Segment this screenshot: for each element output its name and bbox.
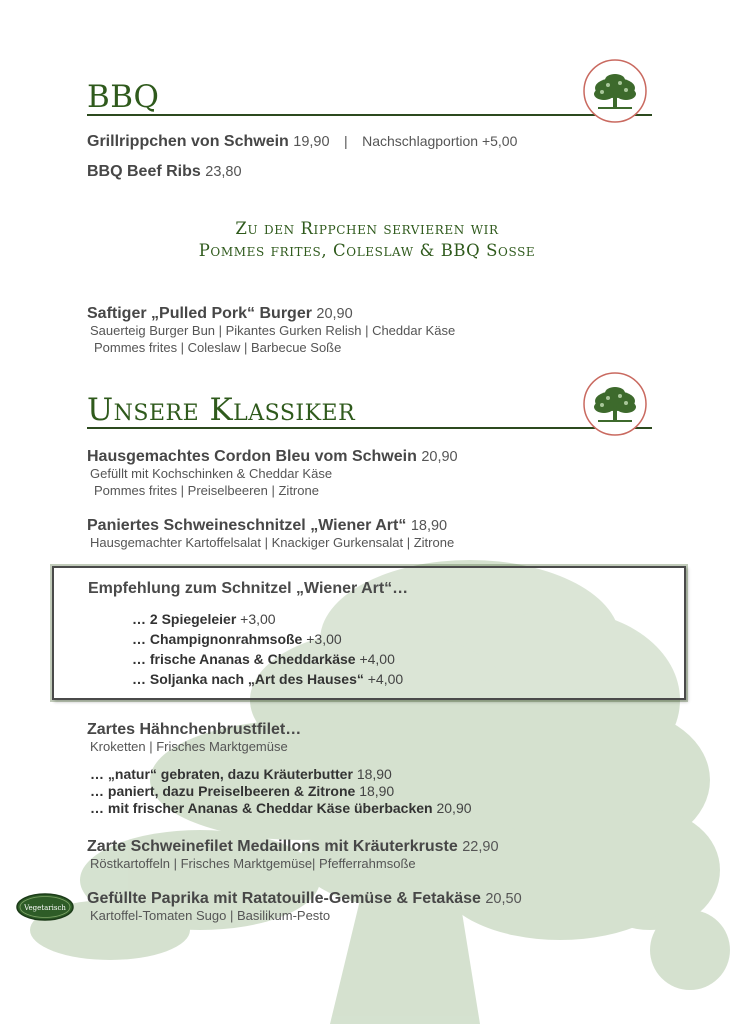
- item-price: 19,90: [293, 134, 330, 150]
- item-price: 23,80: [205, 164, 242, 180]
- recommendation-line: … Soljanka nach „Art des Hauses“ +4,00: [132, 671, 404, 687]
- item-name: Zartes Hähnchenbrustfilet…: [87, 721, 302, 738]
- item-description: Kartoffel-Tomaten Sugo | Basilikum-Pesto: [90, 908, 331, 923]
- klassiker-section-header: [87, 393, 652, 429]
- item-note: Nachschlagportion +5,00: [362, 133, 518, 149]
- item-name: Grillrippchen von Schwein: [87, 133, 289, 150]
- tree-logo-icon: [582, 371, 648, 437]
- recommendation-line: … Champignonrahmsoße +3,00: [132, 631, 342, 647]
- menu-item-medaillons: [87, 838, 499, 873]
- item-name: Paniertes Schweineschnitzel „Wiener Art“: [87, 517, 407, 534]
- recommendation-title: Empfehlung zum Schnitzel „Wiener Art“…: [88, 580, 409, 597]
- item-description: Röstkartoffeln | Frisches Marktgemüse| Pfefferrahmsoße: [90, 856, 416, 871]
- tree-logo-icon: [582, 58, 648, 124]
- item-name: Hausgemachtes Cordon Bleu vom Schwein: [87, 448, 417, 465]
- item-description: Pommes frites | Coleslaw | Barbecue Soße: [94, 339, 342, 355]
- item-price: 22,90: [462, 839, 499, 855]
- menu-item-paprika: [87, 890, 522, 925]
- menu-item-beef-ribs: [87, 163, 242, 181]
- recommendation-list: [132, 609, 403, 689]
- chicken-option: … paniert, dazu Preiselbeeren & Zitrone 18,90: [90, 783, 395, 799]
- item-description: Kroketten | Frisches Marktgemüse: [90, 739, 288, 754]
- bbq-section-title: BBQ: [87, 79, 160, 115]
- menu-item-grillrippchen: [87, 133, 517, 151]
- separator: |: [344, 133, 348, 149]
- recommendation-line: … 2 Spiegeleier +3,00: [132, 611, 276, 627]
- serving-note-line-2: Pommes frites, Coleslaw & BBQ Sosse: [198, 241, 536, 260]
- serving-note-line-1: Zu den Rippchen servieren wir: [235, 219, 499, 238]
- item-name: Zarte Schweinefilet Medaillons mit Kräuterkruste: [87, 838, 458, 855]
- item-description: Sauerteig Burger Bun | Pikantes Gurken Relish | Cheddar Käse: [90, 323, 456, 338]
- menu-item-pulled-pork-burger: [87, 305, 455, 356]
- recommendation-line: … frische Ananas & Cheddarkäse +4,00: [132, 651, 395, 667]
- item-description: Gefüllt mit Kochschinken & Cheddar Käse: [90, 466, 333, 481]
- item-description: Hausgemachter Kartoffelsalat | Knackiger Gurkensalat | Zitrone: [90, 535, 455, 550]
- item-price: 18,90: [410, 518, 448, 534]
- chicken-option: … mit frischer Ananas & Cheddar Käse überbacken 20,90: [90, 800, 472, 816]
- item-price: 20,50: [485, 891, 522, 907]
- serving-note: [0, 218, 734, 262]
- item-name: Saftiger „Pulled Pork“ Burger: [87, 305, 312, 322]
- menu-item-cordon-bleu: [87, 448, 458, 499]
- menu-item-haehnchenbrustfilet: [87, 721, 301, 756]
- item-price: 20,90: [316, 306, 353, 322]
- item-name: BBQ Beef Ribs: [87, 163, 201, 180]
- chicken-option: … „natur“ gebraten, dazu Kräuterbutter 18,90: [90, 766, 392, 782]
- item-price: 20,90: [421, 449, 458, 465]
- vegetarisch-badge-icon: [16, 892, 74, 922]
- recommendation-box: [52, 566, 686, 700]
- item-description: Pommes frites | Preiselbeeren | Zitrone: [94, 482, 319, 498]
- menu-item-schnitzel: [87, 517, 454, 552]
- bbq-section-header: [87, 80, 652, 116]
- item-name: Gefüllte Paprika mit Ratatouille-Gemüse & Fetakäse: [87, 890, 481, 907]
- klassiker-section-title: Unsere Klassiker: [87, 392, 356, 428]
- vegetarisch-badge-label: Vegetarisch: [24, 904, 66, 912]
